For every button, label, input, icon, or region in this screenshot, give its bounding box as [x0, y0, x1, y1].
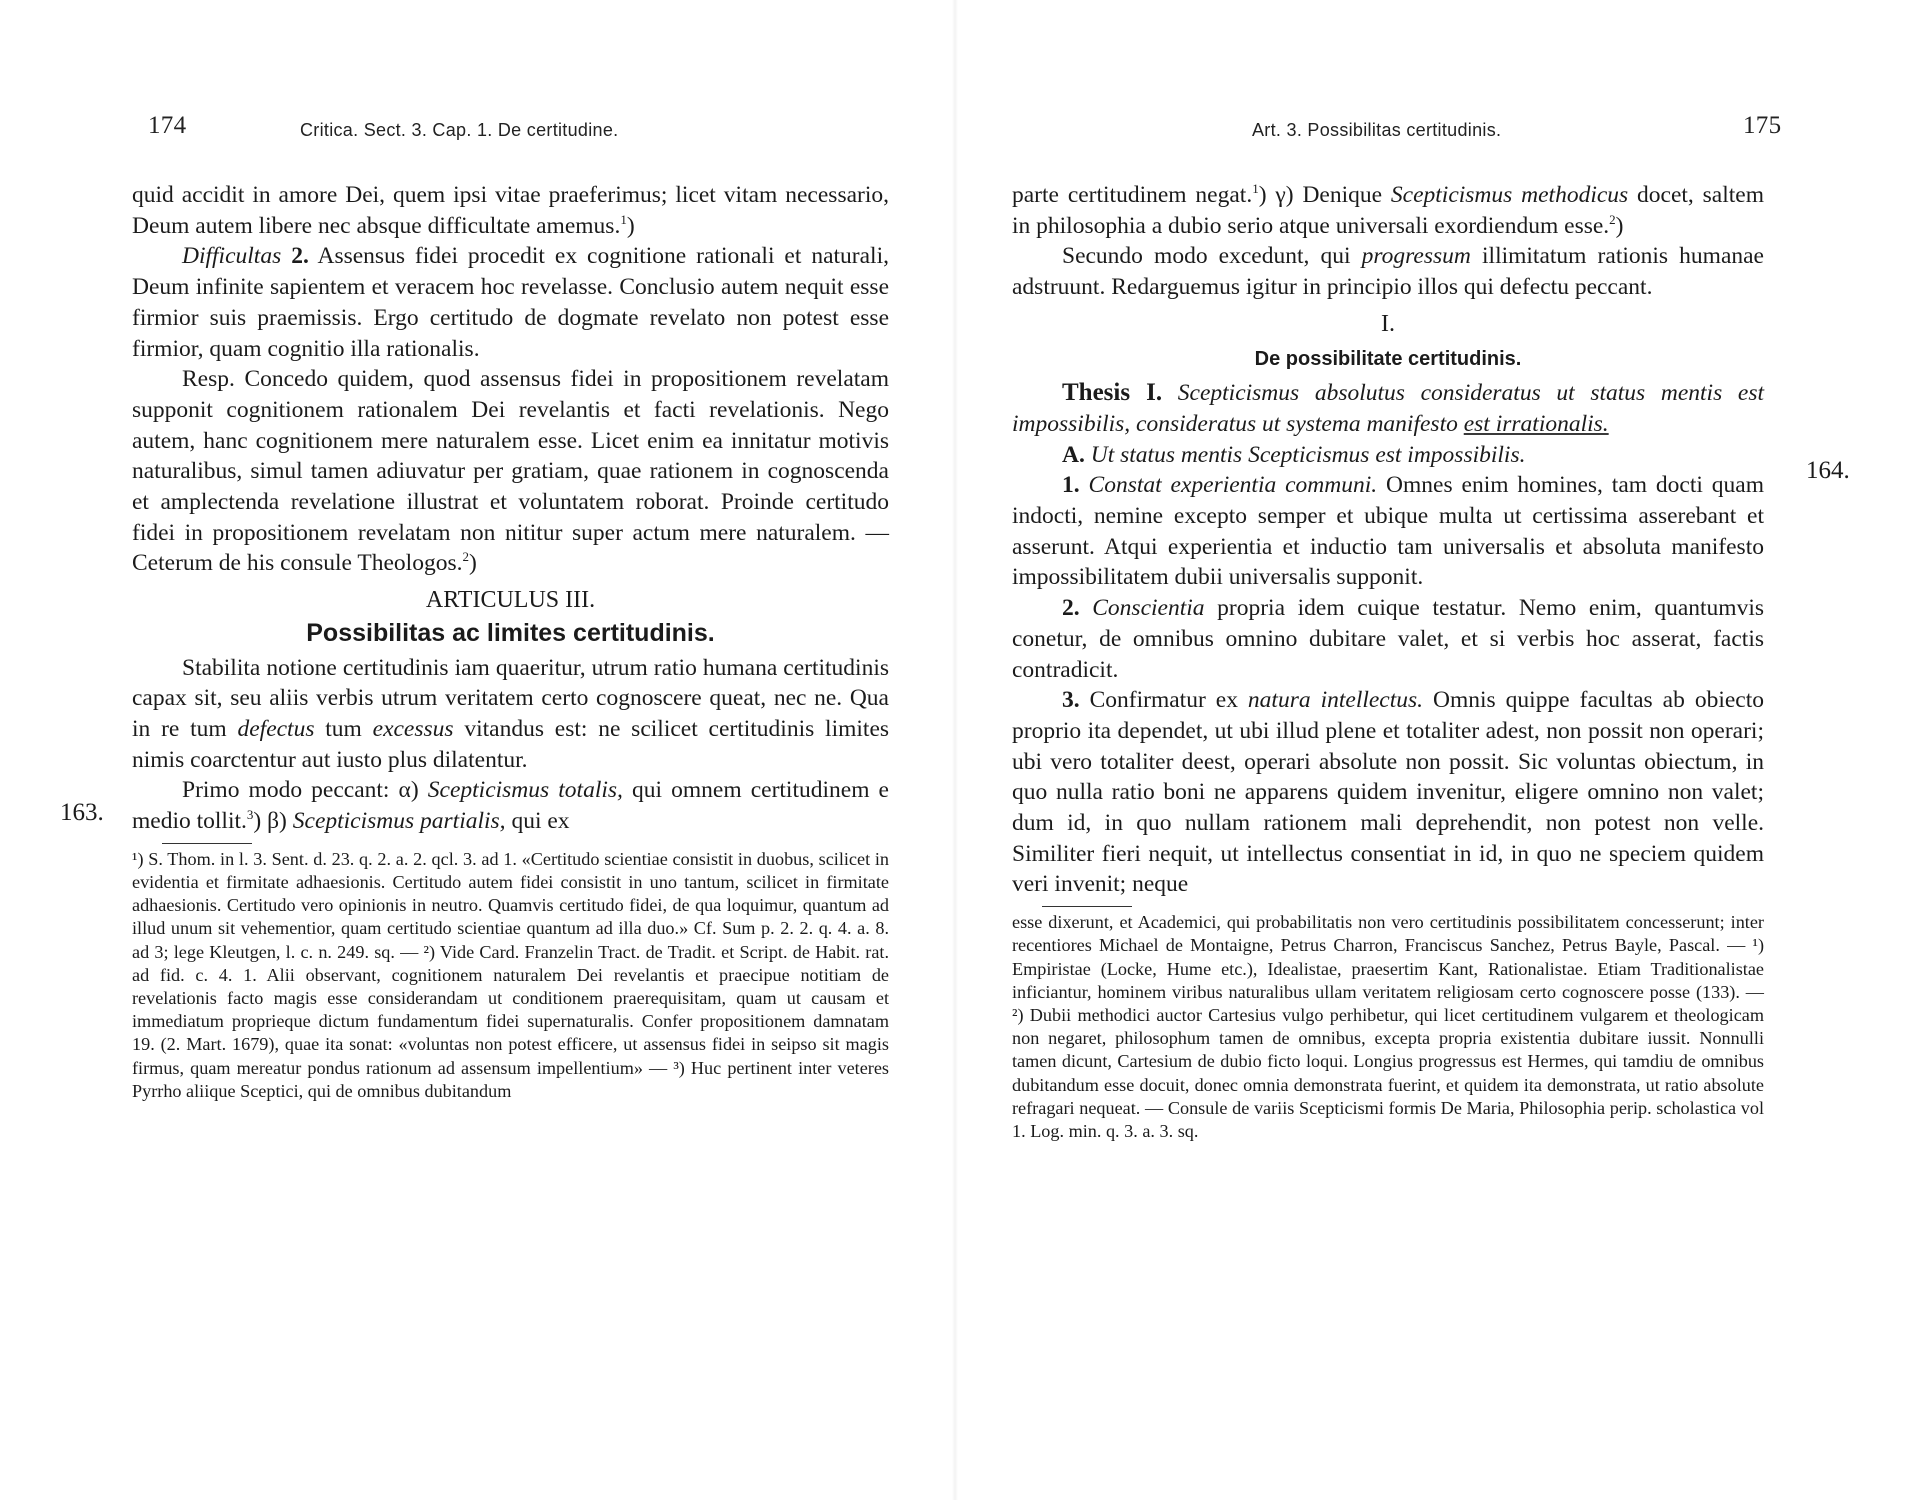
- left-paragraph-4: Stabilita notione certitudinis iam quaeritur, utrum ratio humana certitudinis capax sit, seu aliis verbis utrum veritatem certo cognoscere queat, nec ne. Qua in re tum defectus tum excessus vitandus est: ne scilicet certitudinis limites nimis coarctentur aut iusto plus dilatentur.: [132, 654, 890, 773]
- right-running-title: Art. 3. Possibilitas certitudinis.: [1252, 120, 1502, 140]
- right-margin-number: 164.: [1806, 457, 1850, 484]
- point-2: 2. Conscientia propria idem cuique testatur. Nemo enim, quantumvis conetur, de omnibus omnino dubitare valet, et si verbis hoc asserat, factis contradicit.: [1012, 595, 1765, 683]
- point-a: A. Ut status mentis Scepticismus est impossibilis.: [1062, 441, 1526, 468]
- left-body: [132, 180, 889, 1103]
- right-body: [1012, 180, 1764, 1143]
- left-paragraph-3: Resp. Concedo quidem, quod assensus fidei in propositionem revelatam supponit cognitionem rationalem Dei revelantis et facti revelationis. Nego autem, hanc cognitionem mere naturalem esse. Licet enim ea innitatur motivis naturalibus, simul tamen adiuvatur per gratiam, quae rationem in cognoscenda et amplectenda revelatione illustrat et voluntatem roborat. Proinde certitudo fidei in propositionem revelatam non nititur super actum mere naturalem. — Ceterum de his consule Theologos.$^2$): [132, 366, 889, 577]
- left-paragraph-1: quid accidit in amore Dei, quem ipsi vitae praeferimus; licet vitam necessario, Deum autem libere nec absque difficultate amemus.$^1$): [132, 182, 889, 239]
- article-heading: ARTICULUS III.: [425, 587, 596, 614]
- right-footnotes: esse dixerunt, et Academici, qui probabilitatis non vero certitudinis possibilitatem concesserunt; inter recentiores Michael de Montaigne, Petrus Charron, Franciscus Sanchez, Petrus Bayle, Pascal. — ¹) Empiristae (Locke, Hume etc.), Idealistae, praesertim Kant, Rationalistae. Etiam Traditionalistae inficiantur, hominem viribus naturalibus ullam veritatem religiosam certo cognoscere posse (133). — ²) Dubii methodici auctor Cartesius vulgo perhibetur, qui licet certitudinem vulgarem et theologicam non negaret, philosophum tamen de omnibus, excepta propria existentia dubitare iussit. Nonnulli tamen dicunt, Cartesium de dubio ficto loqui. Longius progressus est Hermes, qui tamdiu de omnibus dubitandum esse docuit, donec omnia demonstrata fuerint, et quidem ita demonstrata, ut ratio absolute refragari nequeat. — Consule de variis Scepticismi formis De Maria, Philosophia perip. scholastica vol 1. Log. min. q. 3. a. 3. sq.: [1012, 912, 1764, 1141]
- left-running-title: Critica. Sect. 3. Cap. 1. De certitudine.: [300, 120, 619, 140]
- article-title: Possibilitas ac limites certitudinis.: [306, 618, 715, 647]
- right-footnote-rule: [1042, 906, 1132, 907]
- right-paragraph-1: parte certitudinem negat.$^1$) γ) Denique Scepticismus methodicus docet, saltem in philosophia a dubio serio atque universali exordiendum esse.$^2$): [1012, 181, 1764, 239]
- left-paragraph-2: Difficultas 2. Assensus fidei procedit ex cognitione rationali et naturali, Deum infinite sapientem et veracem hoc revelasse. Conclusio autem nequit esse firmior suis praemissis. Ergo certitudo de dogmate revelato non potest esse firmior, quam cognitio illa rationalis.: [132, 243, 889, 362]
- point-3: 3. Confirmatur ex natura intellectus. Omnis quippe facultas ab obiecto proprio ita dependet, ut ubi illud plene et totaliter adest, non possit non operari; ubi vero totaliter deest, operari absolute non possit. Sic voluntas obiectum, in quo nulla ratio boni ne apparens quidem invenitur, eligere omnino non valet; dum id, in quo nullam rationem mali deprehendit, non potest non velle. Similiter fieri nequit, ut intellectus consentiat in id, in quo ne speciem quidem veri invenit; neque: [1012, 687, 1764, 898]
- section-number: I.: [1381, 310, 1395, 337]
- right-page: [955, 0, 1910, 1500]
- left-footnote-rule: [162, 843, 252, 844]
- point-1: 1. Constat experientia communi. Omnes enim homines, tam docti quam indocti, nemine excepto semper et ubique multa ut certissima asserebant et asserunt. Atqui experientia et inductio tam universalis et absoluta manifesto impossibilitatem dubii universalis supponit.: [1012, 472, 1764, 591]
- thesis: Thesis I. Scepticismus absolutus consideratus ut status mentis est impossibilis, consideratus ut systema manifesto est irrationalis.: [1012, 379, 1764, 437]
- right-page-number: 175: [1743, 112, 1782, 139]
- left-paragraph-5: Primo modo peccant: α) Scepticismus totalis, qui omnem certitudinem e medio tollit.$^3$) β) Scepticismus partialis, qui ex: [132, 777, 889, 835]
- section-title: De possibilitate certitudinis.: [1254, 347, 1522, 370]
- right-paragraph-2: Secundo modo excedunt, qui progressum illimitatum rationis humanae adstruunt. Redarguemus igitur in principio illos qui defectu peccant.: [1012, 243, 1764, 301]
- left-page-number: 174: [148, 112, 187, 139]
- left-margin-number: 163.: [60, 799, 104, 826]
- left-footnotes: ¹) S. Thom. in l. 3. Sent. d. 23. q. 2. a. 2. qcl. 3. ad 1. «Certitudo scientiae consistit in duobus, scilicet in evidentia et firmitate adhaesionis. Certitudo autem fidei consistit in uno tantum, scilicet in firmitate adhaesionis. Certitudo vero opinionis in neutro. Quamvis certitudo fidei, de qua loquimur, quantum ad illud unum sit vehementior, quam certitudo scientiae quantum ad illa duo.» Cf. Sum p. 2. 2. q. 4. a. 8. ad 3; lege Kleutgen, l. c. n. 249. sq. — ²) Vide Card. Franzelin Tract. de Tradit. et Script. de Habit. rat. ad fid. c. 4. 1. Alii observant, cognitionem naturalem Dei revelantis et praecipue notitiam de revelationis facto magis esse considerandam ut conditionem praerequisitam, quam ut causam et immediatum proprieque dictum fundamentum fidei supernaturalis. Confer propositionem damnatam 19. (2. Mart. 1679), quae ita sonat: «voluntas non potest efficere, ut assensus fidei in seipso sit magis firmus, quam mereatur pondus rationum ad assensum impellentium» — ³) Huc pertinent inter veteres Pyrrho aliique Sceptici, qui de omnibus dubitandum: [132, 848, 889, 1101]
